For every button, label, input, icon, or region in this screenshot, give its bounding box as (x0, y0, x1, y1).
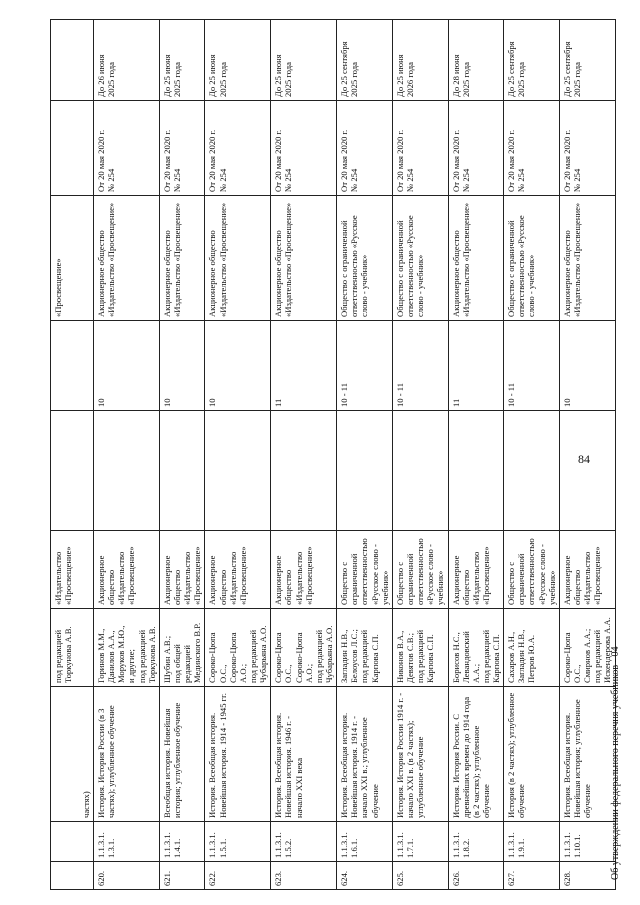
row-valid: До 25 июня 2025 года (271, 20, 337, 101)
row-title: История. Всеобщая история. Новейшая история. 1914 г. - начало XXI в.; углубленное обучение (337, 687, 393, 822)
row-title: История. Всеобщая история. Новейшая история; углубленное обучение (559, 687, 615, 822)
table-header-row (51, 20, 94, 890)
row-number: 620. (94, 862, 160, 890)
header-cell-num (51, 862, 94, 890)
row-valid: До 28 июня 2025 года (448, 20, 504, 101)
row-blank (94, 411, 160, 531)
row-valid: До 25 сентября 2025 года (504, 20, 560, 101)
header-cell-code (51, 822, 94, 862)
row-blank (448, 411, 504, 531)
row-grade: 10 (559, 321, 615, 411)
row-order: От 20 мая 2020 г. № 254 (94, 101, 160, 196)
row-authors: Загладин Н.В., Белоусов Л.С.; под редакцией Карпова С.П. (337, 609, 393, 687)
row-publisher: Акционерное общество «Издательство «Просвещение» (205, 196, 271, 321)
row-code: 1.1.3.1. 1.6.1. (337, 822, 393, 862)
header-cell-publisher-short (51, 531, 94, 609)
row-publisher-short: Акционерное общество «Издательство «Просвещение» (159, 531, 205, 609)
row-number: 625. (392, 862, 448, 890)
row-number: 626. (448, 862, 504, 890)
row-code: 1.1.3.1. 1.5.1. (205, 822, 271, 862)
row-order: От 20 мая 2020 г. № 254 (392, 101, 448, 196)
row-code: 1.1.3.1. 1.5.2. (271, 822, 337, 862)
row-title: История. Всеобщая история. Новейшая история. 1946 г. - начало XXI века (271, 687, 337, 822)
table-row (159, 20, 205, 890)
row-blank (504, 411, 560, 531)
row-order: От 20 мая 2020 г. № 254 (559, 101, 615, 196)
row-order: От 20 мая 2020 г. № 254 (504, 101, 560, 196)
row-authors: Сороко-Цюпа О.С., Сороко-Цюпа А.О.; под редакцией Чубарьяна А.О. (205, 609, 271, 687)
header-cell-blank (51, 411, 94, 531)
row-number: 623. (271, 862, 337, 890)
row-publisher-short: Общество с ограниченной ответственностью «Русское слово - учебник» (337, 531, 393, 609)
row-blank (159, 411, 205, 531)
row-code: 1.1.3.1. 1.8.2. (448, 822, 504, 862)
row-grade: 10 (94, 321, 160, 411)
row-order: От 20 мая 2020 г. № 254 (205, 101, 271, 196)
row-publisher-short: Акционерное общество «Издательство «Просвещение» (205, 531, 271, 609)
row-title: История. Всеобщая история. Новейшая история. 1914 - 1945 гг. (205, 687, 271, 822)
row-publisher: Акционерное общество «Издательство «Просвещение» (271, 196, 337, 321)
row-grade: 11 (448, 321, 504, 411)
textbook-table (50, 19, 616, 890)
row-valid: До 26 июня 2025 года (94, 20, 160, 101)
row-publisher: Общество с ограниченной ответственностью «Русское слово - учебник» (392, 196, 448, 321)
row-number: 621. (159, 862, 205, 890)
row-valid: До 25 сентября 2025 года (337, 20, 393, 101)
row-valid: До 25 июня 2026 года (392, 20, 448, 101)
row-publisher: Общество с ограниченной ответственностью «Русское слово - учебник» (337, 196, 393, 321)
row-title: История. История России (в 3 частях); углубленное обучение (94, 687, 160, 822)
row-publisher: Акционерное общество «Издательство «Просвещение» (94, 196, 160, 321)
row-publisher-short: Акционерное общество «Издательство «Просвещение» (448, 531, 504, 609)
row-grade: 10 - 11 (337, 321, 393, 411)
table-row (448, 20, 504, 890)
header-cell-title: частях) (51, 687, 94, 822)
row-number: 628. (559, 862, 615, 890)
row-code: 1.1.3.1. 1.10.1. (559, 822, 615, 862)
row-publisher-short: Акционерное общество «Издательство «Просвещение» (94, 531, 160, 609)
table-row (337, 20, 393, 890)
row-grade: 10 - 11 (504, 321, 560, 411)
row-blank (337, 411, 393, 531)
row-title: История (в 2 частях); углубленное обучение (504, 687, 560, 822)
row-authors: Шубин А.В.; под общей редакцией Мединского В.Р. (159, 609, 205, 687)
rotated-page (50, 20, 614, 890)
row-blank (559, 411, 615, 531)
header-cell-grade (51, 321, 94, 411)
row-valid: До 25 сентября 2025 года (559, 20, 615, 101)
row-valid: До 25 июня 2025 года (159, 20, 205, 101)
row-code: 1.1.3.1. 1.4.1. (159, 822, 205, 862)
table-row (392, 20, 448, 890)
row-title: История. История России 1914 г. - начало XXI в. (в 2 частях); углубленное обучение (392, 687, 448, 822)
row-authors: Горинов М.М., Данилов А.А., Моруков М.Ю., и другие; под редакцией Торкунова А.В. (94, 609, 160, 687)
row-grade: 10 (159, 321, 205, 411)
footer-note: Об утверждении федерального перечня учебников - 04 (610, 646, 621, 880)
row-publisher: Акционерное общество «Издательство «Просвещение» (159, 196, 205, 321)
row-title: Всеобщая история. Новейшая история; углубленное обучение (159, 687, 205, 822)
row-publisher-short: Акционерное общество «Издательство «Просвещение» (559, 531, 615, 609)
header-authors-text: под редакцией Торкунова А.В. (53, 626, 74, 683)
row-code: 1.1.3.1. 1.3.1. (94, 822, 160, 862)
table-row (94, 20, 160, 890)
header-cell-order (51, 101, 94, 196)
row-order: От 20 мая 2020 г. № 254 (448, 101, 504, 196)
row-valid: До 25 июня 2025 года (205, 20, 271, 101)
row-order: От 20 мая 2020 г. № 254 (337, 101, 393, 196)
table-row (504, 20, 560, 890)
row-order: От 20 мая 2020 г. № 254 (271, 101, 337, 196)
table-row (205, 20, 271, 890)
row-number: 627. (504, 862, 560, 890)
row-grade: 11 (271, 321, 337, 411)
row-blank (205, 411, 271, 531)
row-number: 622. (205, 862, 271, 890)
page-number: 84 (578, 452, 590, 466)
row-publisher: Акционерное общество «Издательство «Просвещение» (448, 196, 504, 321)
row-grade: 10 (205, 321, 271, 411)
row-grade: 10 - 11 (392, 321, 448, 411)
header-cell-publisher: «Просвещение» (51, 196, 94, 321)
row-publisher: Акционерное общество «Издательство «Просвещение» (559, 196, 615, 321)
row-authors: Сороко-Цюпа О.С., Смирнов А.А.; под редакцией Искендерова А.А. (559, 609, 615, 687)
row-code: 1.1.3.1. 1.7.1. (392, 822, 448, 862)
row-publisher-short: Общество с ограниченной ответственностью «Русское слово - учебник» (392, 531, 448, 609)
header-cell-authors (51, 609, 94, 687)
row-publisher-short: Общество с ограниченной ответственностью «Русское слово - учебник» (504, 531, 560, 609)
row-authors: Борисов Н.С., Левандовский А.А.; под редакцией Карпова С.П. (448, 609, 504, 687)
row-code: 1.1.3.1. 1.9.1. (504, 822, 560, 862)
table-row (271, 20, 337, 890)
header-cell-valid (51, 20, 94, 101)
row-number: 624. (337, 862, 393, 890)
header-publisher-short-text: «Издательство «Просвещение» (53, 546, 74, 605)
row-authors: Никонов В.А., Девятов С.В.; под редакцией Карпова С.П. (392, 609, 448, 687)
row-publisher-short: Акционерное общество «Издательство «Просвещение» (271, 531, 337, 609)
row-authors: Сахаров А.Н., Загладин Н.В., Петров Ю.А. (504, 609, 560, 687)
table-body (94, 20, 616, 890)
row-order: От 20 мая 2020 г. № 254 (159, 101, 205, 196)
row-title: История. История России. С древнейших времен до 1914 года (в 2 частях); углубленное обучение (448, 687, 504, 822)
row-publisher: Общество с ограниченной ответственностью «Русское слово - учебник» (504, 196, 560, 321)
table-row (559, 20, 615, 890)
row-blank (271, 411, 337, 531)
row-blank (392, 411, 448, 531)
row-authors: Сороко-Цюпа О.С., Сороко-Цюпа А.О.; под редакцией Чубарьяна А.О. (271, 609, 337, 687)
